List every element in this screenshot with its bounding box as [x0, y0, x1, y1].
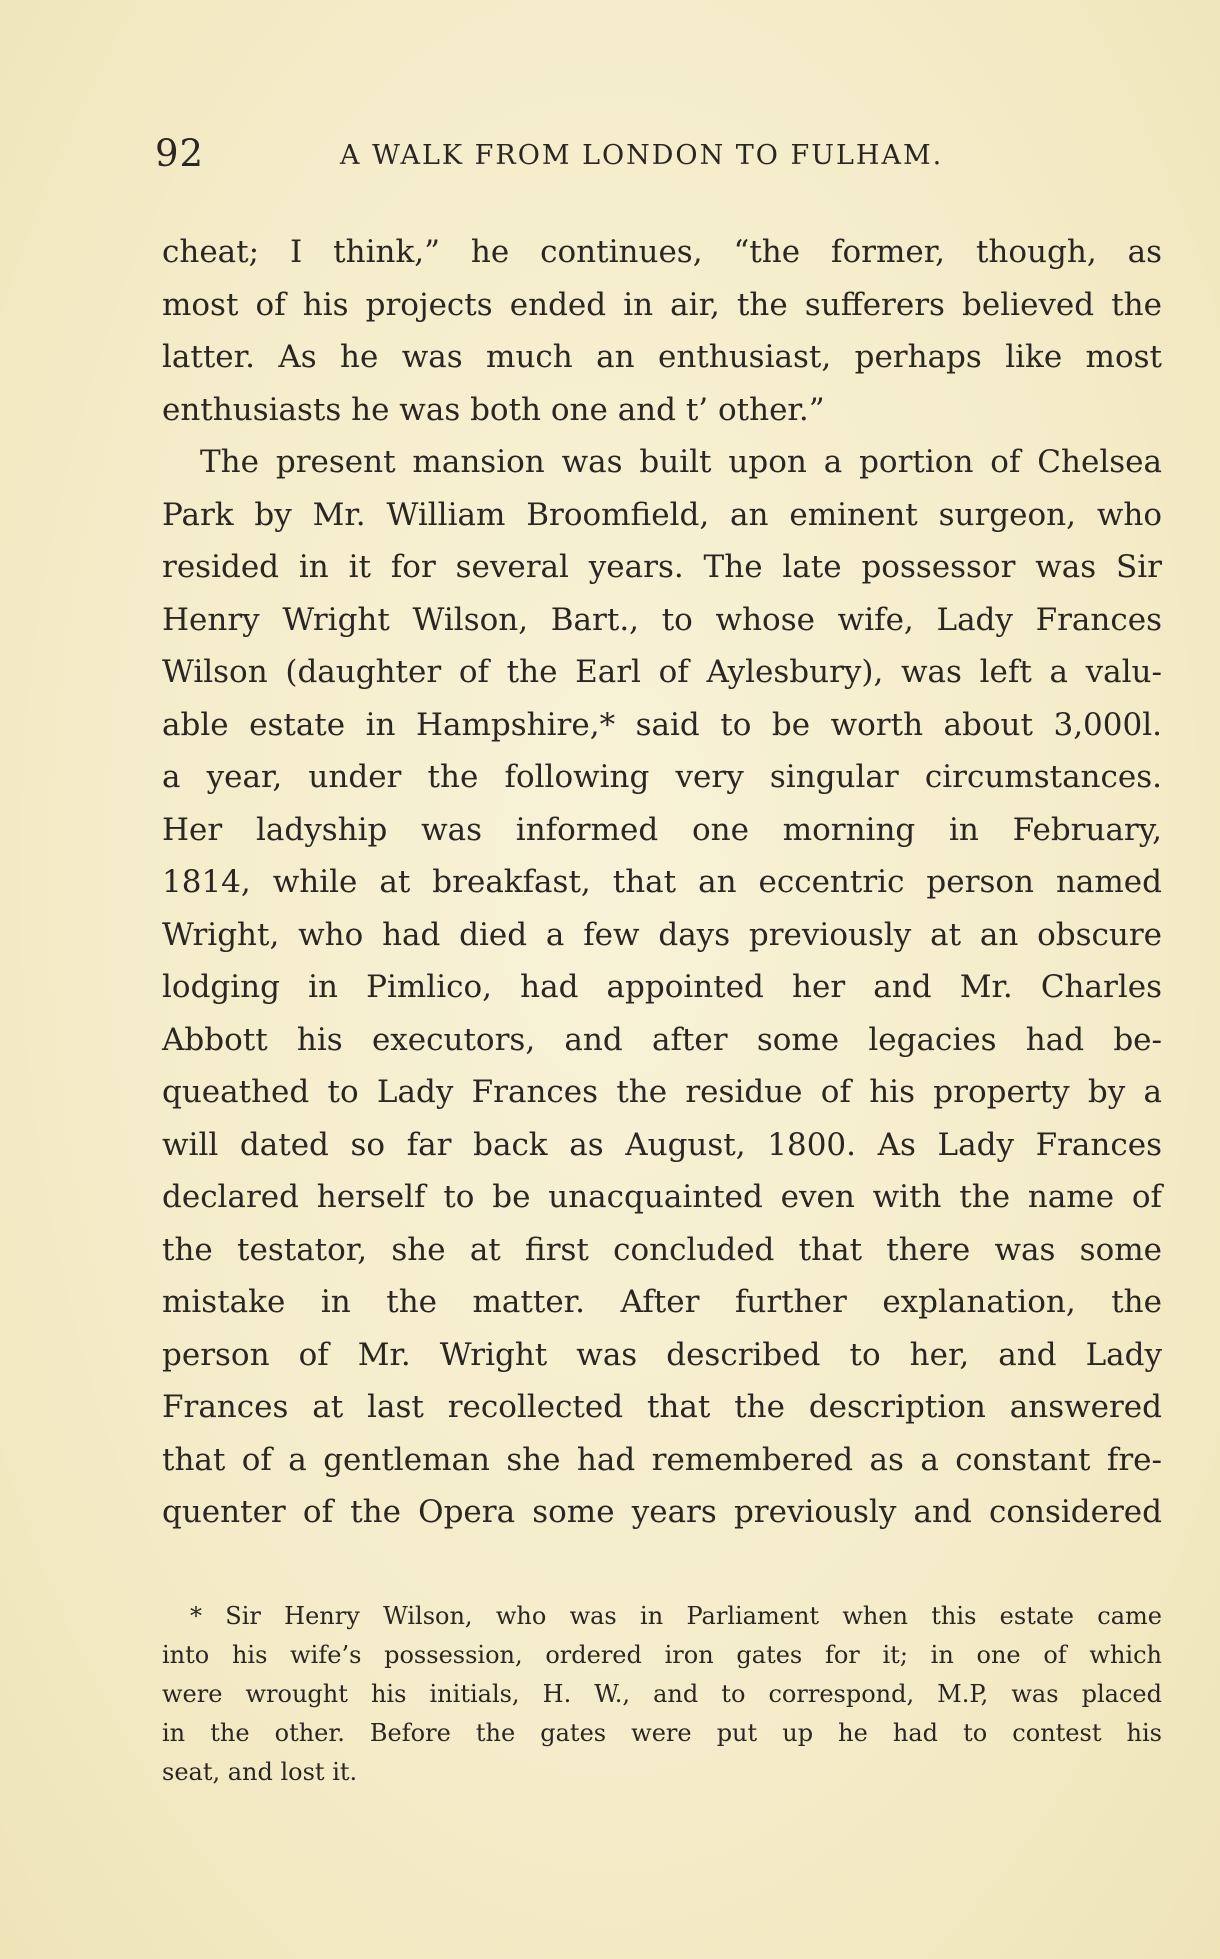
text-line: enthusiasts he was both one and t’ other.” — [162, 391, 825, 428]
text-line: will dated so far back as August, 1800. As Lady Frances — [162, 1126, 1162, 1163]
body-text — [162, 226, 1162, 1539]
text-line: lodging in Pimlico, had appointed her and Mr. Charles — [162, 969, 1162, 1005]
footnote-line: in the other. Before the gates were put up he had to contest his — [162, 1719, 1162, 1747]
page-number: 92 — [155, 132, 205, 175]
running-head: A WALK FROM LONDON TO FULHAM. — [340, 140, 944, 171]
text-line: the testator, she at first concluded that there was some — [162, 1231, 1162, 1268]
text-line: able estate in Hampshire,* said to be worth about 3,000l. — [162, 706, 1162, 743]
text-line: cheat; I think,” he continues, “the former, though, as — [162, 234, 1162, 270]
text-line: most of his projects ended in air, the sufferers believed the — [162, 286, 1162, 323]
footnote — [162, 1597, 1162, 1792]
page-header — [155, 132, 1165, 182]
text-line: The present mansion was built upon a portion of Chelsea — [200, 444, 1162, 480]
footnote-line: into his wife’s possession, ordered iron gates for it; in one of which — [162, 1641, 1162, 1669]
text-line: Wright, who had died a few days previously at an obscure — [162, 916, 1162, 953]
footnote-line: seat, and lost it. — [162, 1758, 358, 1786]
text-line: that of a gentleman she had remembered as a constant fre- — [162, 1441, 1162, 1478]
text-line: Frances at last recollected that the description answered — [162, 1389, 1162, 1425]
footnote-line: * Sir Henry Wilson, who was in Parliament when this estate came — [190, 1602, 1162, 1630]
text-line: quenter of the Opera some years previously and considered — [162, 1494, 1162, 1530]
text-line: queathed to Lady Frances the residue of his property by a — [162, 1074, 1162, 1110]
text-line: Henry Wright Wilson, Bart., to whose wife, Lady Frances — [162, 601, 1162, 638]
text-line: latter. As he was much an enthusiast, perhaps like most — [162, 339, 1162, 375]
text-line: declared herself to be unacquainted even with the name of — [162, 1179, 1162, 1215]
text-line: mistake in the matter. After further explanation, the — [162, 1284, 1162, 1320]
text-line: Her ladyship was informed one morning in February, — [162, 811, 1162, 848]
text-line: a year, under the following very singular circumstances. — [162, 759, 1162, 795]
text-line: resided in it for several years. The late possessor was Sir — [162, 549, 1162, 585]
text-line: person of Mr. Wright was described to her, and Lady — [162, 1336, 1162, 1373]
text-line: Abbott his executors, and after some legacies had be- — [162, 1021, 1162, 1058]
footnote-line: were wrought his initials, H. W., and to correspond, M.P, was placed — [162, 1680, 1162, 1708]
text-line: Park by Mr. William Broomfield, an eminent surgeon, who — [162, 496, 1162, 533]
text-line: 1814, while at breakfast, that an eccentric person named — [162, 864, 1162, 900]
text-line: Wilson (daughter of the Earl of Aylesbury), was left a valu- — [162, 654, 1162, 690]
